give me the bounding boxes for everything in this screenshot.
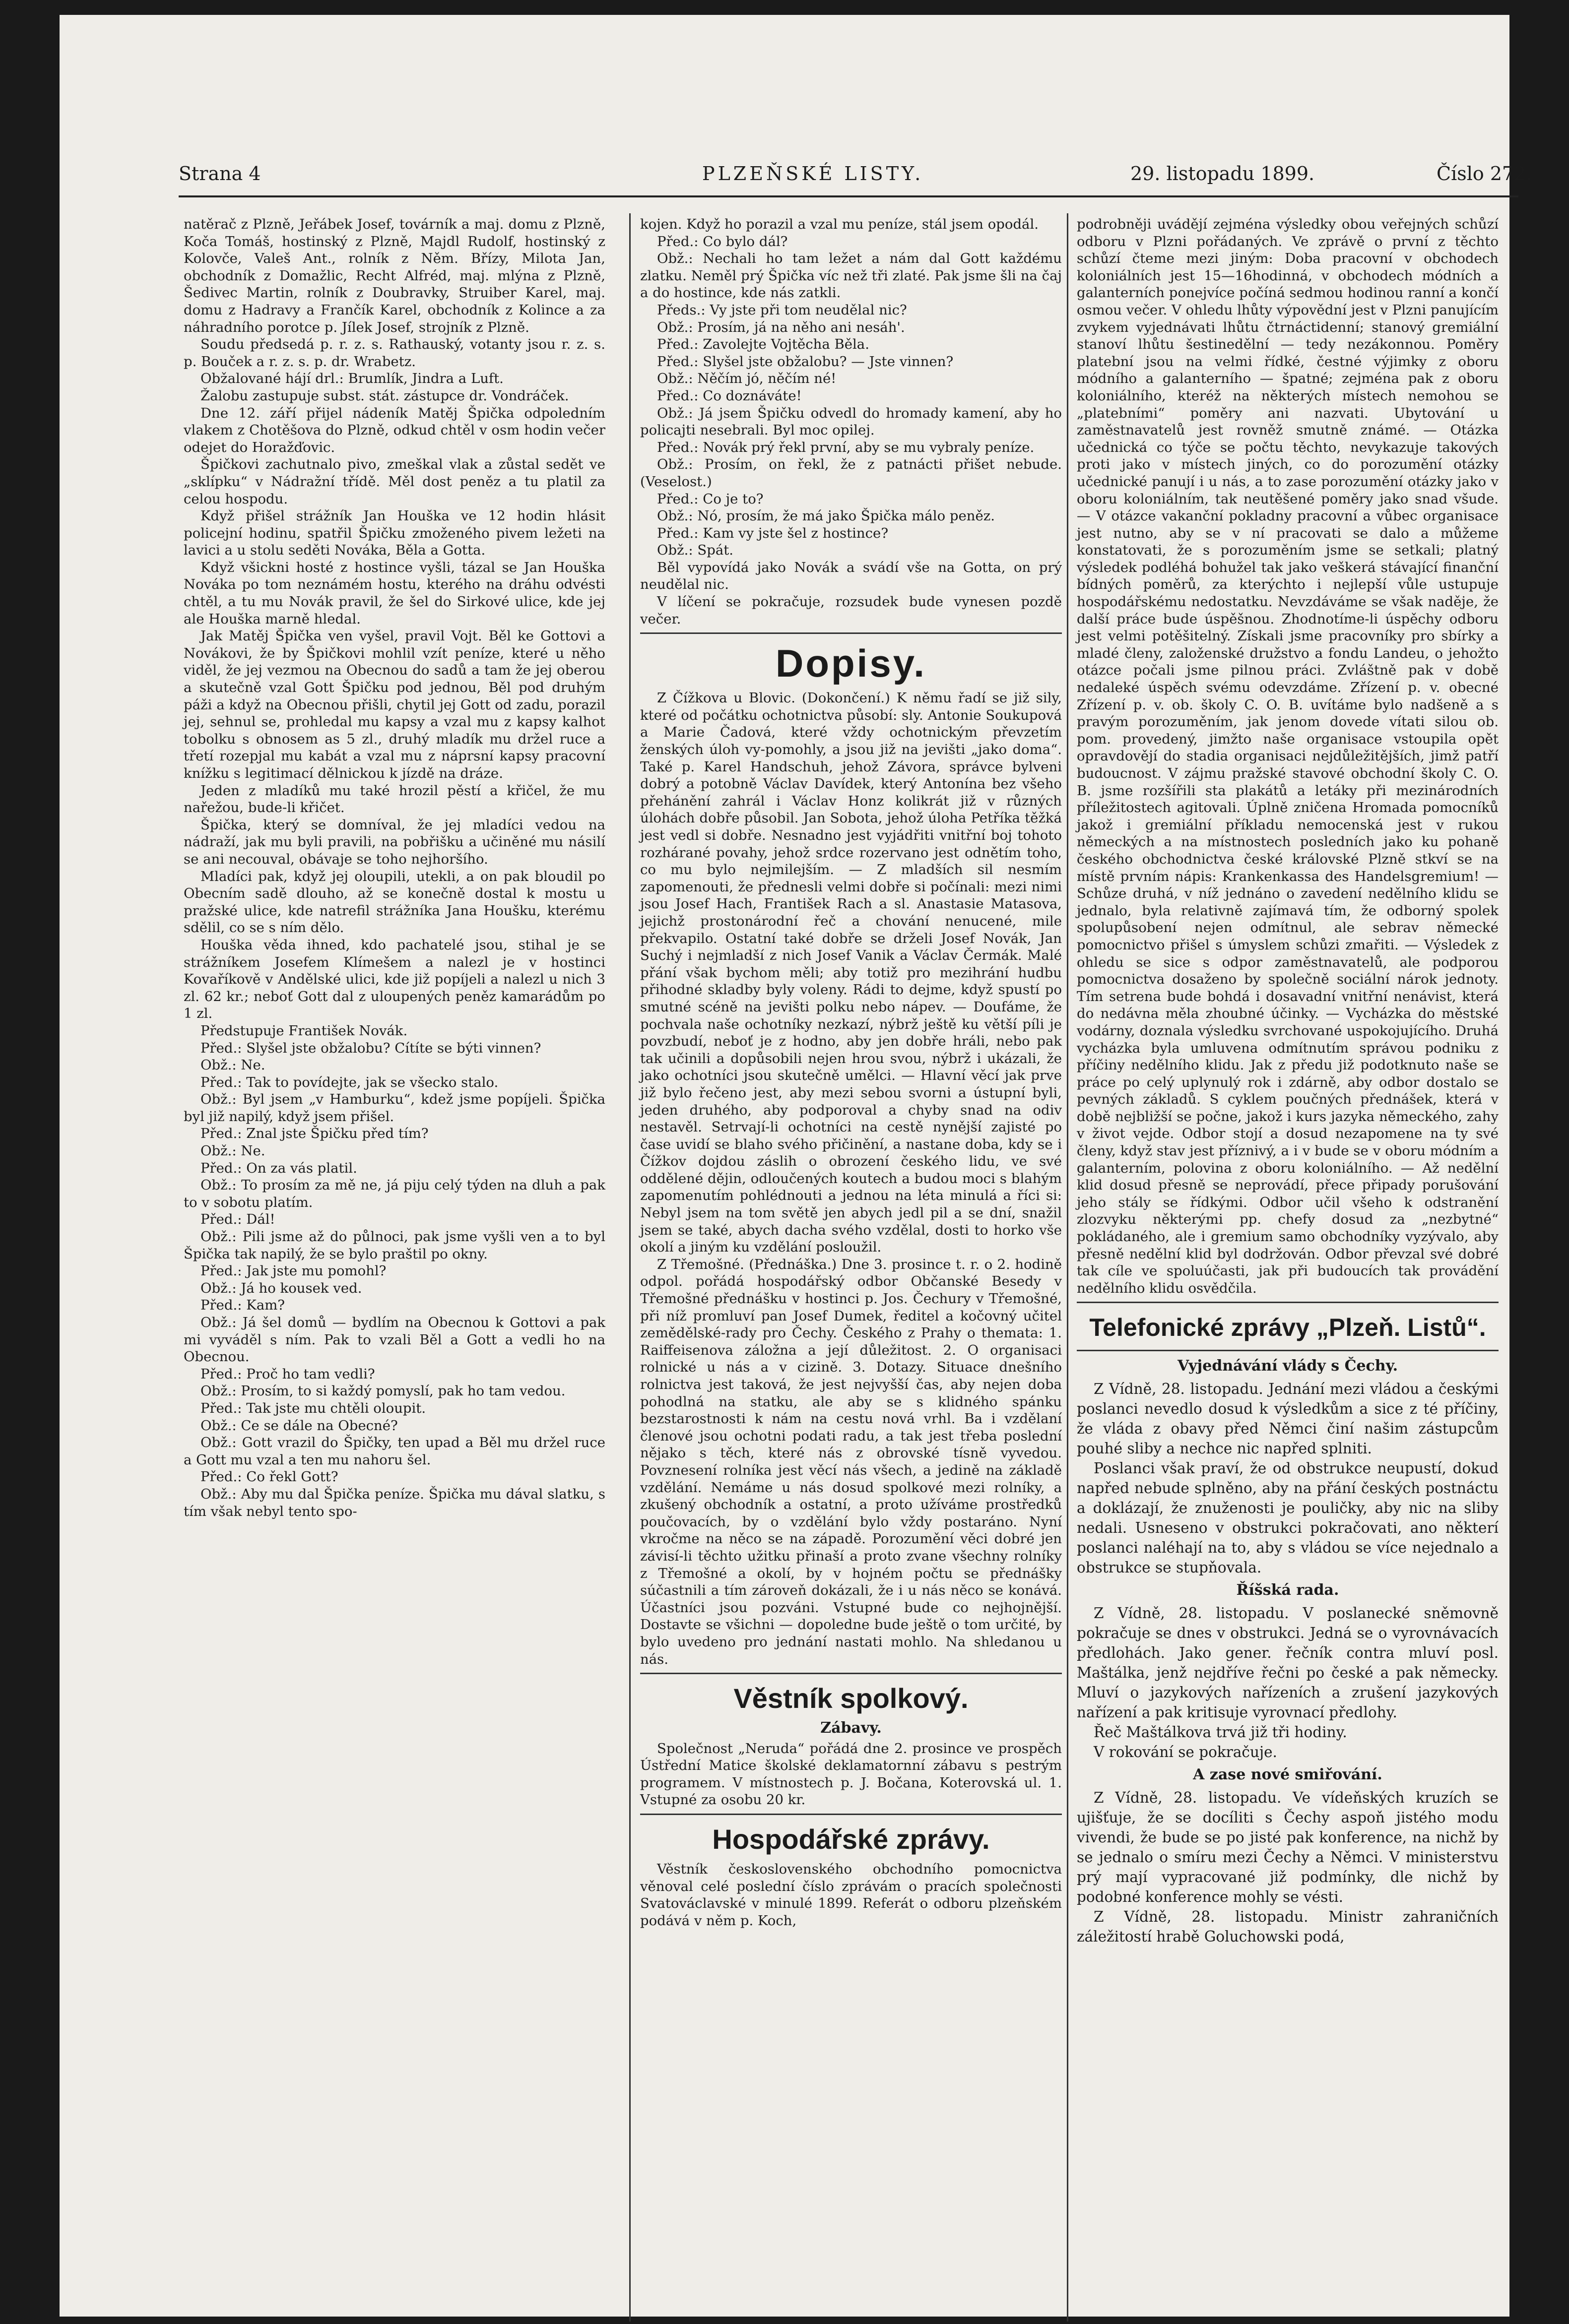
paragraph: Předstupuje František Novák.: [200, 1022, 408, 1039]
paragraph: Před.: Zavolejte Vojtěcha Běla.: [657, 336, 869, 353]
paragraph: Před.: Co doznáváte!: [657, 387, 802, 404]
paragraph: Před.: Kam vy jste šel z hostince?: [657, 525, 889, 541]
paragraph: Obž.: Ce se dále na Obecné?: [200, 1417, 398, 1434]
paragraph: Před.: Jak jste mu pomohl?: [200, 1263, 387, 1279]
tele-s2: Z Vídně, 28. listopadu. V poslanecké sněmovně pokračuje se dnes v obstrukci. Jedná se o vyrovnávacích předlohách. Jako gener. řečník contra mluví posl. Maštálka, jenž nejdříve řečni po české a pak německy. Mluví o jazykových nařízeních a zrušení jazykových nařízení a pak kritisuje vyrovnací předlohy.: [1077, 1605, 1499, 1721]
court-report-continuation: [640, 216, 1062, 628]
paragraph: Předs.: Vy jste při tom neudělal nic?: [657, 302, 907, 318]
dopisy-heading: Dopisy.: [776, 641, 926, 686]
tele-s3: Z Vídně, 28. listopadu. Ve vídeňských kruzích se ujišťuje, že se docíliti s Čechy aspoň jistého modu vivendi, že bude se po jisté pak konference, na nichž by se jednalo o smíru mezi Čechy a Němci. V ministerstvu prý mají vypracované již podmínky, dle nichž by podobné konference mohly se vésti.: [1077, 1789, 1499, 1906]
hosp-continuation: [1077, 216, 1499, 1297]
paragraph: Před.: Co bylo dál?: [657, 233, 788, 250]
paragraph: V líčení se pokračuje, rozsudek bude vynesen pozdě večer.: [640, 594, 1062, 627]
column-right: [1077, 216, 1499, 1947]
column-middle: [640, 216, 1062, 1929]
paragraph: Houška věda ihned, kdo pachatelé jsou, stihal je se strážníkem Josefem Klímešem a nalezl je v hostinci Kovaříkově v Andělské ulici, kde již popíjeli a nalezl u nich 3 zl. 62 kr.; neboť Gott dal z uloupených peněz kamarádům po 1 zl.: [184, 937, 605, 1022]
tele-s2-title: Říšská rada.: [1236, 1581, 1339, 1599]
dopisy-body: [640, 690, 1062, 1668]
tele-body: [1077, 1356, 1499, 1947]
tele-s1: Z Vídně, 28. listopadu. Jednání mezi vládou a českými poslanci nevedlo dosud k výsledkům a sice z té příčiny, že vláda z obavy před Němci činí našim zástupcům pouhé sliby a nechce nic napřed splniti.: [1077, 1381, 1499, 1457]
paragraph: Před.: Co řekl Gott?: [200, 1469, 338, 1485]
tele-s1b: Poslanci však praví, že od obstrukce neupustí, dokud napřed nebude splněno, aby na přání českých postnáctu a doklázají, že znuženosti je pouličky, aby nic na sliby nedali. Usneseno v obstrukci pokračovati, ano některí poslanci naléhají na to, aby s vládou se více nejednalo a obstrukce se stupňovala.: [1077, 1460, 1499, 1576]
column-divider: [629, 213, 631, 2322]
paragraph: Obž.: Prosím, já na něho ani nesáh'.: [657, 319, 905, 335]
paragraph: Před.: Tak to povídejte, jak se všecko stalo.: [200, 1074, 499, 1090]
section-rule: [640, 632, 1062, 634]
tele-s4: Z Vídně, 28. listopadu. Ministr zahraničních záležitostí hrabě Goluchowski podá,: [1077, 1908, 1499, 1946]
tele-s1-title: Vyjednávání vlády s Čechy.: [1177, 1357, 1398, 1375]
paragraph: Obž.: Aby mu dal Špička peníze. Špička mu dával slatku, s tím však nebyl tento spo-: [184, 1486, 605, 1519]
paragraph: Před.: Znal jste Špičku před tím?: [200, 1126, 429, 1142]
vestnik-subheading: Zábavy.: [820, 1719, 882, 1737]
header-rule: [179, 195, 1518, 197]
paragraph: Před.: Kam?: [200, 1297, 285, 1314]
page-number: Strana 4: [179, 163, 261, 185]
paragraph: Před.: Slyšel jste obžalobu? — Jste vinnen?: [657, 353, 954, 370]
tele-s2b: Řeč Maštálkova trvá již tři hodiny.: [1094, 1724, 1347, 1741]
paragraph: Obž.: Já šel domů — bydlím na Obecnou k Gottovi a pak mi vyváděl s ním. Pak to vzali Běl a Gott a vedli ho na Obecnou.: [184, 1315, 605, 1365]
vestnik-heading: Věstník spolkový.: [733, 1683, 969, 1714]
paragraph: Špička, který se domníval, že jej mladíci vedou na nádraží, jak mu byli pravili, na pobřišku a učiněné mu násilí se ani necouval, obávaje se toho nejhoršího.: [184, 817, 605, 867]
paragraph: Běl vypovídá jako Novák a svádí vše na Gotta, on prý neudělal nic.: [640, 559, 1062, 593]
paragraph: Obž.: Prosím, on řekl, že z patnácti přišet nebude. (Veselost.): [640, 456, 1062, 490]
paragraph: Obž.: Byl jsem „v Hamburku“, kdež jsme popíjeli. Špička byl již napilý, když jsem přišel.: [184, 1091, 605, 1125]
page-header: [179, 163, 1532, 192]
paragraph: Obž.: Ne.: [200, 1143, 265, 1159]
paragraph: Z Třemošné. (Přednáška.) Dne 3. prosince t. r. o 2. hodině odpol. pořádá hospodářský odbor Občanské Besedy v Třemošné přednášku v hostinci p. Jos. Čechury v Třemošné, při níž promluví pan Josef Dumek, ředitel a kočovný učitel zemědělské-rady pro Čechy. Českého z Prahy o themata: 1. Raiffeisenova záložna a její důležitost. 2. O organisaci rolnické u nás a v cizině. 3. Dotazy. Situace dnešního rolnictva jest taková, že jest nejvyšší čas, aby nejen doba pohodlná na statku, ale aby se s klidného spánku bezstarostnosti k nám na cestu nová vrhl. Ba i vzdělaní členové jsou ochotni podati radu, a tak jest třeba poslední nějako s těch, které nás z obrovské tísně vyvedou. Povznesení rolníka jest věcí nás všech, a jedině na základě vzdělání. Nemáme u nás dosud spolkové mezi rolníky, a zkušený obchodník a ostatní, a proto užíváme prostředků poučovacích, by o vzdělání bylo vždy postaráno. Nyní vkročme na něco se na západě. Porozumění věci dobré jen závisí-li těchto užitku přinaší a proto zvane všechny rolníky z Třemošné a okolí, by v hojném počtu se přednášky súčastnili a tím zároveň dokázali, že i u nás něco se konává. Účastníci jsou pozváni. Vstupné bude co nejhojnější. Dostavte se všichni — dopoledne bude ještě o tom určité, by bylo uvedeno pro jednání nastati mohlo. Na shledanou u nás.: [640, 1256, 1062, 1667]
paragraph: Před.: Proč ho tam vedli?: [200, 1366, 375, 1382]
paragraph: Obž.: Prosím, to si každý pomyslí, pak ho tam vedou.: [200, 1383, 566, 1399]
tele-heading: Telefonické zprávy „Plzeň. Listů“.: [1089, 1314, 1486, 1342]
paragraph: Soudu předsedá p. r. z. s. Rathauský, votanty jsou r. z. s. p. Bouček a r. z. s. p. dr. Wrabetz.: [184, 336, 605, 370]
paragraph: Obž.: Já jsem Špičku odvedl do hromady kamení, aby ho policajti nesebrali. Byl moc opilej.: [640, 405, 1062, 439]
hosp-heading: Hospodářské zprávy.: [712, 1823, 990, 1855]
column-left: [184, 216, 605, 1520]
paragraph: kojen. Když ho porazil a vzal mu peníze, stál jsem opodál.: [640, 216, 1039, 232]
paragraph: Špičkovi zachutnalo pivo, zmeškal vlak a zůstal sedět ve „sklípku“ v Nádražní třídě. Měl dost peněz a tu platil za celou hospodu.: [184, 456, 605, 507]
paragraph: Když přišel strážník Jan Houška ve 12 hodin hlásit policejní hodinu, spatřil Špičku zmoženého pivem ležeti na lavici a u stolu seděti Nováka, Běla a Gotta.: [184, 508, 605, 559]
paragraph: Když všickni hosté z hostince vyšli, tázal se Jan Houška Nováka po tom neznámém hostu, kterého na dráhu odvésti chtěl, a tu mu Novák pravil, že šel do Sirkové ulice, kde jej ale Houška marně hledal.: [184, 559, 605, 627]
paragraph: natěrač z Plzně, Jeřábek Josef, továrník a maj. domu z Plzně, Koča Tomáš, hostinský z Plzně, Majdl Rudolf, hostinský z Kolovče, Valeš Ant., rolník z Něm. Břízy, Milota Jan, obchodník z Domažlic, Recht Alfréd, maj. mlýna z Plzně, Šedivec Martin, rolník z Doubravky, Struiber Karel, maj. domu z Hadravy a Frančík Karel, obchodník z Kolince a za náhradního porotce p. Jílek Josef, strojník z Plzně.: [184, 216, 605, 335]
paragraph: Obž.: Nechali ho tam ležet a nám dal Gott každému zlatku. Neměl prý Špička víc než tři zlaté. Pak jsme šli na čaj a do hostince, kde nás zatkli.: [640, 251, 1062, 301]
paragraph: podrobněji uvádějí zejména výsledky obou veřejných schůzí odboru v Plzni pořádaných. Ve zprávě o první z těchto schůzí čteme mezi jiným: Doba pracovní v obchodech koloniálních jest 15—16hodinná, v obchodech módních a galanterních ponejvíce počíná sedmou hodinou ranní a končí osmou večer. V ohledu lhůty výpovědní jest v Plzni panujícím zvykem vyjednávati lhůtu čtrnáctidenní; stanový gremiální stanoví lhůtu šestinedělní — tedy nezákonnou. Poměry platební jsou na velmi řídké, čestné výjimky z oboru módního a galanterního — špatné; zejména pak z oboru koloniálního, kteréž na některých místech nemohou se „platebními“ poměry ani nazvati. Ubytování u zaměstnavatelů jest rovněž smutně známé. — Otázka učednická co týče se počtu těchto, nevykazuje takových proti jako v místech jiných, co do porozumění otázky učednické panují i u nás, a to zase porozumění otázky jako v oboru koloniálním, tak neutěšené poměry jako snad všude. — V otázce vakanční pokladny pracovní a vůbec organisace jest nutno, aby se v ní pracovati se dalo a můžeme konstatovati, že s porozuměním jsme se setkali; platný výsledek podléhá bohužel tak jako veškerá stávající finanční bídných poměrů, za kterýchto i nejlepší vůle ustupuje hospodářskému nedostatku. Nevzdáváme se však naděje, že další práce bude úspěšnou. Zhodnotíme-li úspěchy odboru jest velmi potěšitelný. Získali jsme pracovníky pro sbírky a mladé členy, založenské družstvo a fondu Landeu, o jehožto otázce počali jsme pilnou práci. Zvláštně pak v době nedaleké úspěch svému odevzdáme. Zřízení p. v. obecné Zřízení p. v. ob. školy C. O. B. uvítáme bylo nadšeně a s pravým porozuměním, jak jenom dovede vítati silou ob. pom. provedený, jimžto naše organisace vstoupila opět opravdovějí do stadia organisaci nejdůležitějších, jimž patří budoucnost. V zájmu pražské stavové obchodní školy C. O. B. jsme rozšířili sta plakátů a letáky při mezinárodních příležitostech agitovali. Úplně zničena Hromada pomocníků jakož i gremiální příkladu nemocenská jest v rukou německých a na místnostech posledních jako ku pohaně českého obchodnictva české královské Plzně stkví se na místě prvním nápis: Krankenkassa des Handelsgremium! — Schůze druhá, v níž jednáno o zavedení nedělního klidu se jednalo, byla relativně zajímavá tím, že odborný spolek spolupůsobení nejen odmítnul, ale sebrav německé pomocnictvo přišel s úmyslem schůzi zmařiti. — Výsledek z ohledu se sice s odpor zaměstnavatelů, ale podporou pomocnictva dosaženo by společně sociální nárok jednoty. Tím setrena bude bohdá i dosavadní vnitřní nenávist, která do nedávna měla zhoubné účinky. — Vycházka do městské vodárny, doznala výsledku svrchované uspokojujícího. Druhá vycházka byla umluvena odmítnutím správou podniku z příčiny nedělního klidu. Jak z předu již podotknuto naše se práce po celý uplynulý rok i zdárně, aby odbor dostalo se pevných základů. S cyklem poučných přednášek, která v době nejbližší se počne, jakož i kurs jazyka německého, zahy v život vejde. Odbor stojí a dosud nezapomene na ty své členy, když stav jest příznivý, a i v bude se v oboru módním a galanterním, polovina z oboru koloniálního. — Až nedělní klid dosud přesně se neprovádí, přece připady porušování jeho stály se řídkými. Odbor učil všeho k odstranění zlozvyku některými pp. chefy dosud za „nezbytné“ pokládaného, ale i gremium samo obchodníky vyzývalo, aby přesně nedělní klid byl dodržován. Odbor převzal své dobré tak cíle ve spoluúčasti, jak při budoucích tak provádění nedělního klidu osvědčila.: [1077, 216, 1499, 1296]
paragraph: Obž.: Gott vrazil do Špičky, ten upad a Běl mu držel ruce a Gott mu vzal a ten mu nahoru šel.: [184, 1435, 605, 1468]
paragraph: Obž.: Pili jsme až do půlnoci, pak jsme vyšli ven a to byl Špička tak napilý, že se bylo praštil po okny.: [184, 1229, 605, 1262]
paragraph: Mladíci pak, když jej oloupili, utekli, a on pak bloudil po Obecním sadě dlouho, až se konečně dostal k mostu u pražské ulice, kde natrefil strážníka Jana Houšku, kterému sdělil, co se s ním dělo.: [184, 868, 605, 936]
paragraph: Obž.: Ne.: [200, 1057, 265, 1073]
paragraph: Před.: Novák prý řekl první, aby se mu vybraly peníze.: [657, 439, 1035, 455]
paragraph: Obž.: Já ho kousek ved.: [200, 1280, 362, 1296]
paragraph: Obž.: To prosím za mě ne, já piju celý týden na dluh a pak to v sobotu platím.: [184, 1177, 605, 1210]
paragraph: Před.: Co je to?: [657, 491, 764, 507]
newspaper-page: [60, 15, 1532, 2317]
paragraph: Před.: On za vás platil.: [200, 1160, 357, 1176]
tele-s2c: V rokování se pokračuje.: [1094, 1744, 1277, 1761]
vestnik-text: Společnost „Neruda“ pořádá dne 2. prosince ve prospěch Ústřední Matice školské deklamatornní zábavu s pestrým programem. V místnostech p. J. Bočana, Koterovská ul. 1. Vstupné za osobu 20 kr.: [640, 1740, 1062, 1808]
paragraph: Obž.: Něčím jó, něčím né!: [657, 371, 837, 387]
paragraph: Před.: Slyšel jste obžalobu? Cítíte se býti vinnen?: [200, 1040, 541, 1056]
paragraph: Obžalované hájí drl.: Brumlík, Jindra a Luft.: [200, 371, 504, 387]
paragraph: Obž.: Spát.: [657, 542, 734, 559]
paragraph: Před.: Dál!: [200, 1211, 275, 1228]
paragraph: Z Čížkova u Blovic. (Dokončení.) K němu řadí se již sily, které od počátku ochotnictva působí: sly. Antonie Soukupová a Marie Čadová, které vždy ochotnickým převzetím ženských úloh vy-pomohly, a jsou již na jevišti „jako doma“. Také p. Karel Handschuh, jehož Závora, správce bylveni dobrý a potobně Václav Davídek, který Antonína bez všeho přehánění zahrál i Václav Honz kolikrát již v různých úlohách dobře působil. Jan Sobota, jehož úloha Petříka těžká jest vedl si dobře. Nesnadno jest vyjádřiti vnitřní boj tohoto rozhárané povahy, jehož srdce rozervano jest odnětím toho, co mu bylo nejmilejším. — Z mladších sil nesmím zapomenouti, že přednesli velmi dobře si počínali: mezi nimi jsou Josef Hach, František Rach a sl. Anastasie Matasova, jejichž prostonárodní řeč a chování nenucené, mile překvapilo. Ostatní také dobře se drželi Josef Novák, Jan Suchý i nejmladší z nich Josef Vanik a Václav Čermák. Malé přání však bychom měli; aby totiž pro mezihrání hudbu přihodné skladby byly voleny. Rádi to dejme, když spustí po smutné scéně na jevišti polku nebo nápev. — Doufáme, že pochvala naše ochotníky nezkazí, nýbrž ještě ku větší píli je povzbudí, neboť je z hodno, aby jen dobře hráli, nebo pak tak učinili a dopůsobili nejen hrou svou, nýbrž i ukázali, že jako ochotníci jsou skutečně umělci. — Hlavní věcí jak prve již bylo řečeno jest, aby mezi sebou svorni a ústupní byli, jeden druhého, aby podporoval a chyby snad na odiv nestavěl. Setrvají-li ochotníci na cestě nynější zajisté po čase uvidí se blaho svého přičinění, a nastane doba, kdy se i Čížkov dojdou záslih o obrození českého lidu, ve své oddělené dějin, odloučených koutech a budou moci s blahým zapomenutím pohlédnouti a jednou na léta minulá a říci si: Nebyl jsem na tom světě jen abych jedl pil a se dní, snažil jsem se také, abych dacha svého vzdělal, dosti to horko vše okolí a jiným ku vzdělání posloužil.: [640, 690, 1062, 1256]
issue-date: 29. listopadu 1899.: [1130, 163, 1315, 185]
issue-number: Číslo 272.: [1437, 163, 1532, 185]
section-rule: [1077, 1350, 1499, 1351]
paragraph: Žalobu zastupuje subst. stát. zástupce dr. Vondráček.: [200, 387, 569, 404]
tele-s3-title: A zase nové smiřování.: [1193, 1766, 1382, 1784]
masthead-title: PLZEŇSKÉ LISTY.: [702, 163, 924, 185]
section-rule: [1077, 1302, 1499, 1303]
paragraph: Před.: Tak jste mu chtěli oloupit.: [200, 1400, 426, 1416]
paragraph: Jak Matěj Špička ven vyšel, pravil Vojt. Běl ke Gottovi a Novákovi, že by Špičkovi mohlil vzít peníze, které u něho viděl, že jej vezmou na Obecnou do sadů a tam že jej oberou a skutečně vzal Gott Špičku pod jednou, Běl pod druhým páži a když na Obecnou přišli, chytil jej Gott od zadu, porazil jej, sehnul se, prohledal mu kapsy a vzal mu z kapsy kalhot tobolku s obnosem as 5 zl., druhý mladík mu držel ruce a třetí rozepjal mu kabát a vzal mu z náprsní kapsy pracovní knížku s legitimací dělnickou k jízdě na dráze.: [184, 628, 605, 781]
paragraph: Obž.: Nó, prosím, že má jako Špička málo peněz.: [657, 508, 995, 524]
paragraph: Jeden z mladíků mu také hrozil pěstí a křičel, že mu nařežou, bude-li křičet.: [184, 782, 605, 816]
section-rule: [640, 1673, 1062, 1674]
column-divider: [1067, 213, 1068, 2322]
section-rule: [640, 1814, 1062, 1815]
hosp-text: Věstník československého obchodního pomocnictva věnoval celé poslední číslo zprávám o pracích společnosti Svatováclavské v minulé 1899. Referát o odboru plzeňském podává v něm p. Koch,: [640, 1861, 1062, 1929]
paragraph: Dne 12. září přijel nádeník Matěj Špička odpoledním vlakem z Chotěšova do Plzně, odkud chtěl v osm hodin večer odejet do Horažďovic.: [184, 405, 605, 455]
